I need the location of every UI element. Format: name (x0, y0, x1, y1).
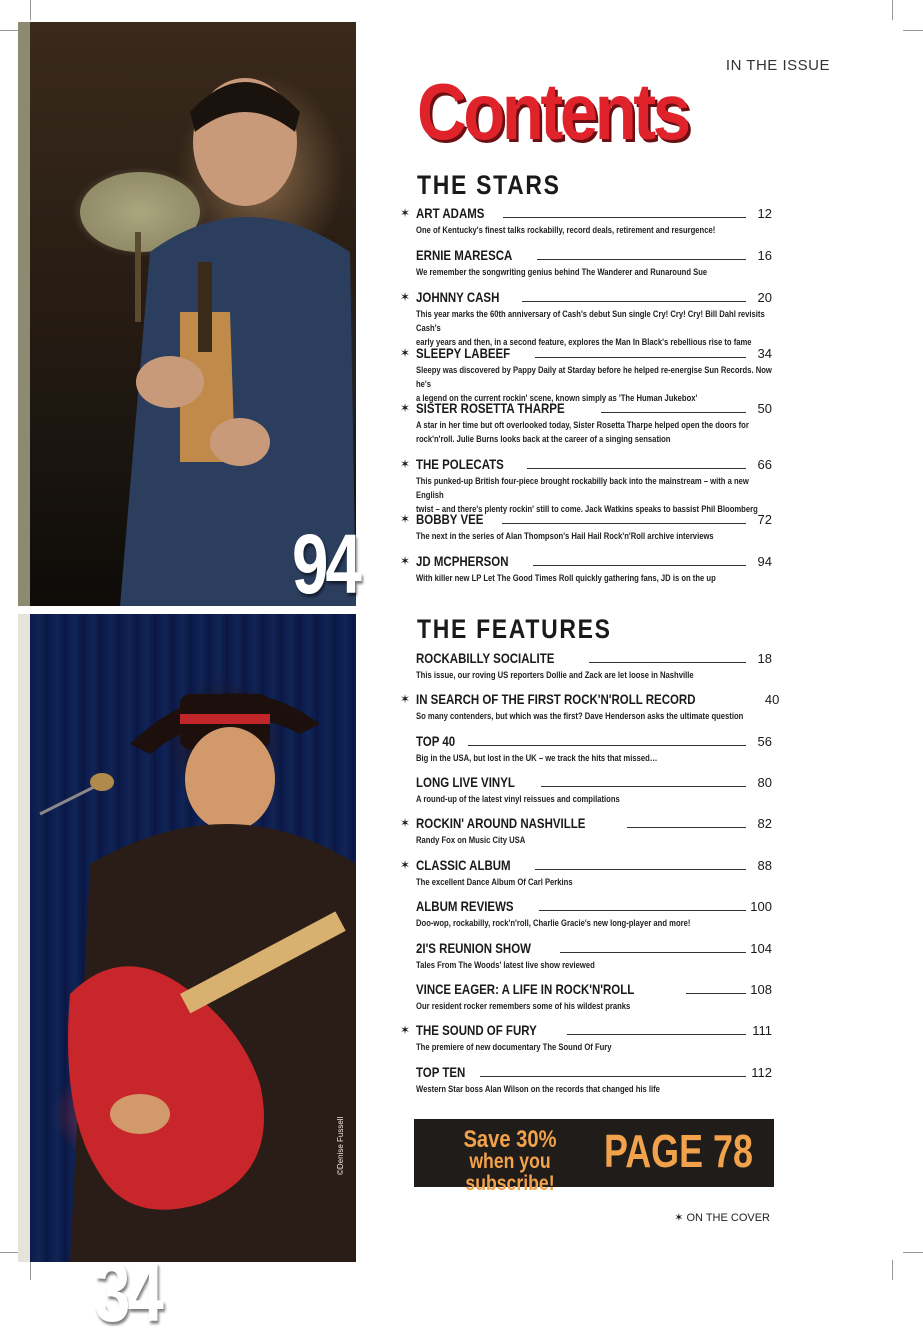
entry-title: SISTER ROSETTA THARPE (416, 400, 565, 416)
entry-description: This issue, our roving US reporters Dollie and Zack are let loose in Nashville (416, 670, 694, 680)
entry-description: a legend on the current rockin' scene, known simply as 'The Human Jukebox' (416, 393, 698, 403)
crop-mark (0, 30, 20, 31)
features-heading: THE FEATURES (417, 614, 612, 644)
crop-mark (30, 1260, 31, 1280)
star-icon: ✶ (400, 346, 411, 360)
entry-page: 82 (757, 816, 772, 831)
leader-line (686, 993, 746, 994)
entry-page: 94 (757, 554, 772, 569)
crop-mark (892, 0, 893, 20)
entry-description: This punked-up British four-piece brought rockabilly back into the mainstream – with a new English (416, 476, 749, 500)
leader-line (468, 745, 746, 746)
entry-description: One of Kentucky's finest talks rockabilly, record deals, retirement and resurgence! (416, 225, 716, 235)
page-number-34: 34 (94, 1245, 161, 1339)
cover-legend (674, 1211, 770, 1224)
contents-entry[interactable] (400, 511, 772, 543)
contents-entry[interactable] (400, 1022, 772, 1054)
entry-row (416, 247, 772, 263)
crop-mark (903, 30, 923, 31)
entry-row (416, 345, 772, 361)
entry-description: early years and then, in a second feature, explores the Man In Black's rebellious rise to fame (416, 337, 752, 347)
entry-description: So many contenders, but which was the first? Dave Henderson asks the ultimate question (416, 711, 744, 721)
star-icon: ✶ (400, 692, 411, 706)
entry-row (416, 857, 772, 873)
entry-row (416, 456, 772, 472)
contents-entry[interactable] (400, 857, 772, 889)
photo-jd-mcpherson (30, 22, 359, 611)
leader-line (535, 357, 746, 358)
entry-description: twist – and there's plenty rockin' still to come. Jack Watkins speaks to bassist Phil Bloomberg (416, 504, 758, 514)
contents-entry[interactable] (416, 650, 772, 682)
contents-entry[interactable] (400, 553, 772, 585)
crop-mark (903, 1252, 923, 1253)
leader-line (535, 869, 746, 870)
contents-entry[interactable] (416, 940, 772, 972)
entry-description: Doo-wop, rockabilly, rock'n'roll, Charlie Gracie's new long-player and more! (416, 918, 691, 928)
entry-row (416, 650, 772, 666)
entry-page: 34 (757, 346, 772, 361)
leader-line (539, 910, 746, 911)
leader-line (589, 662, 746, 663)
entry-title: VINCE EAGER: A LIFE IN ROCK'N'ROLL (416, 981, 635, 997)
entry-description: rock'n'roll. Julie Burns looks back at the career of a singing sensation (416, 434, 671, 444)
entry-page: 104 (750, 941, 772, 956)
entry-description: A star in her time but oft overlooked today, Sister Rosetta Tharpe helped open the doors for (416, 420, 749, 430)
entry-description: Sleepy was discovered by Pappy Daily at Starday before he helped re-energise Sun Records. Now he's (416, 365, 772, 389)
entry-row (416, 774, 772, 790)
entry-description: Western Star boss Alan Wilson on the records that changed his life (416, 1084, 660, 1094)
entry-title: CLASSIC ALBUM (416, 857, 511, 873)
star-icon: ✶ (400, 512, 411, 526)
entry-title: JOHNNY CASH (416, 289, 500, 305)
entry-row (416, 898, 772, 914)
leader-line (537, 259, 746, 260)
entry-row (416, 1064, 772, 1080)
subscribe-tagline: when you subscribe! (465, 1150, 555, 1195)
star-icon: ✶ (400, 290, 411, 304)
star-icon: ✶ (400, 457, 411, 471)
star-icon: ✶ (400, 816, 411, 830)
star-icon: ✶ (400, 401, 411, 415)
photo-edge-strip (18, 22, 30, 606)
entry-page: 108 (750, 982, 772, 997)
entry-title: THE POLECATS (416, 456, 504, 472)
entry-page: 16 (757, 248, 772, 263)
entry-description: Our resident rocker remembers some of his wildest pranks (416, 1001, 631, 1011)
contents-entry[interactable] (400, 815, 772, 847)
cover-legend-label: ON THE COVER (686, 1212, 770, 1224)
section-kicker: IN THE ISSUE (725, 57, 830, 74)
leader-line (522, 301, 746, 302)
entry-description: A round-up of the latest vinyl reissues and compilations (416, 794, 620, 804)
page-number-94: 94 (292, 517, 359, 611)
subscribe-discount: Save 30% (463, 1126, 557, 1153)
crop-mark (30, 0, 31, 20)
contents-entry[interactable] (416, 774, 772, 806)
page-title: Contents (417, 67, 688, 156)
entry-description: This year marks the 60th anniversary of Cash's debut Sun single Cry! Cry! Cry! Bill Dahl revisits Cash's (416, 309, 765, 333)
contents-entry[interactable] (416, 1064, 772, 1096)
star-icon: ✶ (674, 1212, 684, 1224)
entry-row (416, 205, 772, 221)
entry-title: ART ADAMS (416, 205, 485, 221)
entry-page: 72 (757, 512, 772, 527)
entry-description: Randy Fox on Music City USA (416, 835, 526, 845)
leader-line (567, 1034, 746, 1035)
subscribe-offer (429, 1126, 590, 1195)
entry-title: TOP 40 (416, 733, 456, 749)
star-icon: ✶ (400, 858, 411, 872)
entry-page: 18 (757, 651, 772, 666)
entry-page: 80 (757, 775, 772, 790)
entry-description: Tales From The Woods' latest live show reviewed (416, 960, 595, 970)
crop-mark (892, 1260, 893, 1280)
leader-line (601, 412, 746, 413)
entry-title: LONG LIVE VINYL (416, 774, 515, 790)
subscribe-page: PAGE 78 (604, 1125, 753, 1177)
subscribe-banner[interactable] (414, 1119, 774, 1195)
entry-title: BOBBY VEE (416, 511, 484, 527)
leader-line (503, 217, 746, 218)
entry-page: 40 (764, 692, 780, 707)
photo-sleepy-labeef (30, 614, 356, 1339)
photo-credit: ©Denise Fussell (336, 1116, 345, 1175)
entry-title: SLEEPY LABEEF (416, 345, 511, 361)
contents-entry[interactable] (400, 289, 772, 349)
entry-row (416, 981, 772, 997)
entry-description: The premiere of new documentary The Sound Of Fury (416, 1042, 612, 1052)
entry-description: With killer new LP Let The Good Times Roll quickly gathering fans, JD is on the up (416, 573, 716, 583)
entry-page: 56 (757, 734, 772, 749)
entry-title: ERNIE MARESCA (416, 247, 513, 263)
leader-line (527, 468, 746, 469)
contents-entry[interactable] (416, 247, 772, 279)
entry-title: ROCKIN' AROUND NASHVILLE (416, 815, 586, 831)
entry-page: 100 (750, 899, 772, 914)
contents-entry[interactable] (400, 691, 780, 723)
entry-title: ALBUM REVIEWS (416, 898, 514, 914)
contents-entry[interactable] (400, 400, 772, 446)
entry-title: THE SOUND OF FURY (416, 1022, 537, 1038)
entry-page: 66 (757, 457, 772, 472)
star-icon: ✶ (400, 206, 411, 220)
leader-line (627, 827, 746, 828)
entry-row (416, 289, 772, 305)
entry-row (416, 511, 772, 527)
leader-line (502, 523, 746, 524)
entry-row (416, 400, 772, 416)
entry-page: 12 (757, 206, 772, 221)
entry-row (416, 940, 772, 956)
entry-description: Big in the USA, but lost in the UK – we track the hits that missed… (416, 753, 658, 763)
leader-line (480, 1076, 746, 1077)
entry-row (416, 553, 772, 569)
photo-edge-strip (18, 614, 30, 1262)
entry-description: The next in the series of Alan Thompson's Hail Hail Rock'n'Roll archive interviews (416, 531, 714, 541)
performer-silhouette (30, 614, 356, 1262)
leader-line (533, 565, 746, 566)
leader-line (541, 786, 746, 787)
entry-title: IN SEARCH OF THE FIRST ROCK'N'ROLL RECORD (416, 691, 696, 707)
entry-row (416, 733, 772, 749)
entry-row (416, 815, 772, 831)
entry-page: 112 (751, 1065, 772, 1080)
star-icon: ✶ (400, 1023, 411, 1037)
entry-page: 88 (757, 858, 772, 873)
entry-title: ROCKABILLY SOCIALITE (416, 650, 555, 666)
entry-page: 50 (757, 401, 772, 416)
star-icon: ✶ (400, 554, 411, 568)
contents-entry[interactable] (416, 733, 772, 765)
entry-row (416, 691, 780, 707)
entry-page: 111 (752, 1023, 772, 1038)
contents-entry[interactable] (400, 345, 772, 405)
entry-page: 20 (757, 290, 772, 305)
stars-heading: THE STARS (417, 170, 561, 200)
entry-row (416, 1022, 772, 1038)
contents-entry[interactable] (400, 456, 772, 516)
entry-description: The excellent Dance Album Of Carl Perkins (416, 877, 573, 887)
entry-title: JD MCPHERSON (416, 553, 509, 569)
contents-entry[interactable] (416, 898, 772, 930)
entry-description: We remember the songwriting genius behind The Wanderer and Runaround Sue (416, 267, 708, 277)
crop-mark (0, 1252, 20, 1253)
leader-line (560, 952, 746, 953)
entry-title: 2I'S REUNION SHOW (416, 940, 531, 956)
contents-entry[interactable] (416, 981, 772, 1013)
contents-entry[interactable] (400, 205, 772, 237)
entry-title: TOP TEN (416, 1064, 466, 1080)
